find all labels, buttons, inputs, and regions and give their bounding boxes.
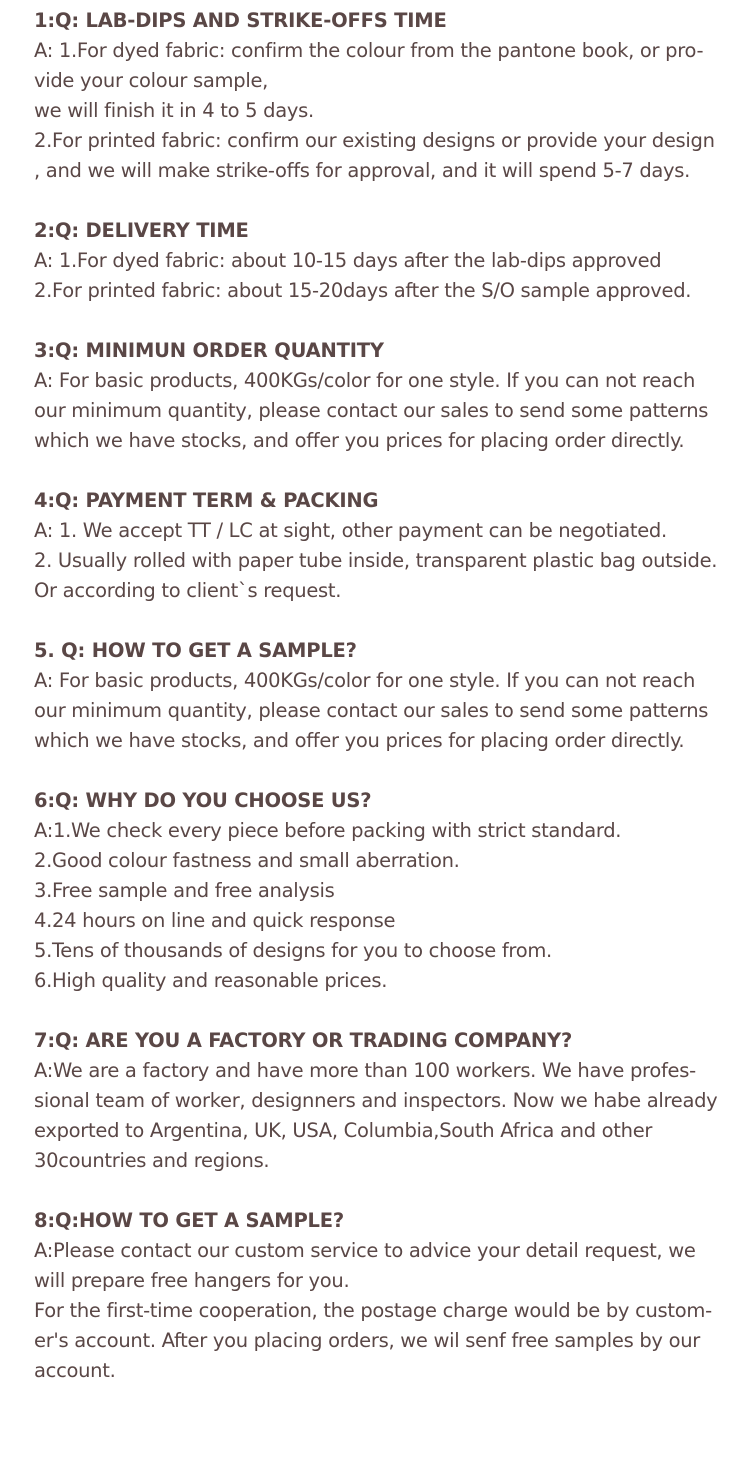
answer-line: 2. Usually rolled with paper tube inside, transparent plastic bag outside. — [34, 549, 718, 572]
answer-line: Or according to client`s request. — [34, 579, 342, 602]
faq-answer — [34, 1056, 734, 1176]
faq-question: 4:Q: PAYMENT TERM & PACKING — [34, 489, 379, 512]
faq-answer — [34, 366, 734, 456]
faq-answer — [34, 666, 734, 756]
faq-item — [34, 336, 734, 456]
faq-question: 3:Q: MINIMUN ORDER QUANTITY — [34, 339, 384, 362]
answer-line: A:Please contact our custom service to advice your detail request, we — [34, 1239, 696, 1262]
answer-line: A: For basic products, 400KGs/color for one style. If you can not reach — [34, 369, 696, 392]
answer-line: 2.For printed fabric: confirm our existing designs or provide your design — [34, 129, 715, 152]
answer-line: A: 1.For dyed fabric: confirm the colour from the pantone book, or pro- — [34, 39, 704, 62]
faq-item — [34, 6, 734, 186]
faq-item — [34, 1206, 734, 1386]
faq-item — [34, 1026, 734, 1176]
answer-line: 5.Tens of thousands of designs for you to choose from. — [34, 939, 552, 962]
answer-line: will prepare free hangers for you. — [34, 1269, 350, 1292]
answer-line: account. — [34, 1359, 116, 1382]
faq-answer — [34, 36, 734, 186]
faq-question: 5. Q: HOW TO GET A SAMPLE? — [34, 639, 357, 662]
answer-line: For the first-time cooperation, the postage charge would be by custom- — [34, 1299, 712, 1322]
faq-item — [34, 636, 734, 756]
answer-line: A:1.We check every piece before packing with strict standard. — [34, 819, 622, 842]
faq-question: 6:Q: WHY DO YOU CHOOSE US? — [34, 789, 372, 812]
answer-line: A:We are a factory and have more than 100 workers. We have profes- — [34, 1059, 696, 1082]
answer-line: exported to Argentina, UK, USA, Columbia,South Africa and other — [34, 1119, 653, 1142]
answer-line: A: 1. We accept TT / LC at sight, other payment can be negotiated. — [34, 519, 667, 542]
faq-question: 7:Q: ARE YOU A FACTORY OR TRADING COMPANY? — [34, 1029, 573, 1052]
answer-line: 6.High quality and reasonable prices. — [34, 969, 388, 992]
answer-line: A: For basic products, 400KGs/color for one style. If you can not reach — [34, 669, 696, 692]
faq-question: 1:Q: LAB-DIPS AND STRIKE-OFFS TIME — [34, 9, 447, 32]
answer-line: 3.Free sample and free analysis — [34, 879, 335, 902]
answer-line: 2.Good colour fastness and small aberration. — [34, 849, 460, 872]
answer-line: A: 1.For dyed fabric: about 10-15 days after the lab-dips approved — [34, 249, 662, 272]
answer-line: which we have stocks, and offer you prices for placing order directly. — [34, 729, 685, 752]
answer-line: 30countries and regions. — [34, 1149, 270, 1172]
faq-answer — [34, 246, 734, 306]
faq-answer — [34, 1236, 734, 1386]
faq-list — [34, 6, 734, 1416]
faq-item — [34, 486, 734, 606]
faq-item — [34, 216, 734, 306]
answer-line: 2.For printed fabric: about 15-20days after the S/O sample approved. — [34, 279, 692, 302]
answer-line: which we have stocks, and offer you prices for placing order directly. — [34, 429, 685, 452]
faq-item — [34, 786, 734, 996]
faq-answer — [34, 516, 734, 606]
answer-line: 4.24 hours on line and quick response — [34, 909, 396, 932]
answer-line: vide your colour sample, — [34, 69, 269, 92]
faq-question: 8:Q:HOW TO GET A SAMPLE? — [34, 1209, 344, 1232]
answer-line: our minimum quantity, please contact our sales to send some patterns — [34, 399, 709, 422]
faq-answer — [34, 816, 734, 996]
answer-line: we will finish it in 4 to 5 days. — [34, 99, 314, 122]
answer-line: er's account. After you placing orders, we wil senf free samples by our — [34, 1329, 700, 1352]
answer-line: our minimum quantity, please contact our sales to send some patterns — [34, 699, 709, 722]
answer-line: sional team of worker, designners and inspectors. Now we habe already — [34, 1089, 718, 1112]
faq-question: 2:Q: DELIVERY TIME — [34, 219, 249, 242]
answer-line: , and we will make strike-offs for approval, and it will spend 5-7 days. — [34, 159, 691, 182]
